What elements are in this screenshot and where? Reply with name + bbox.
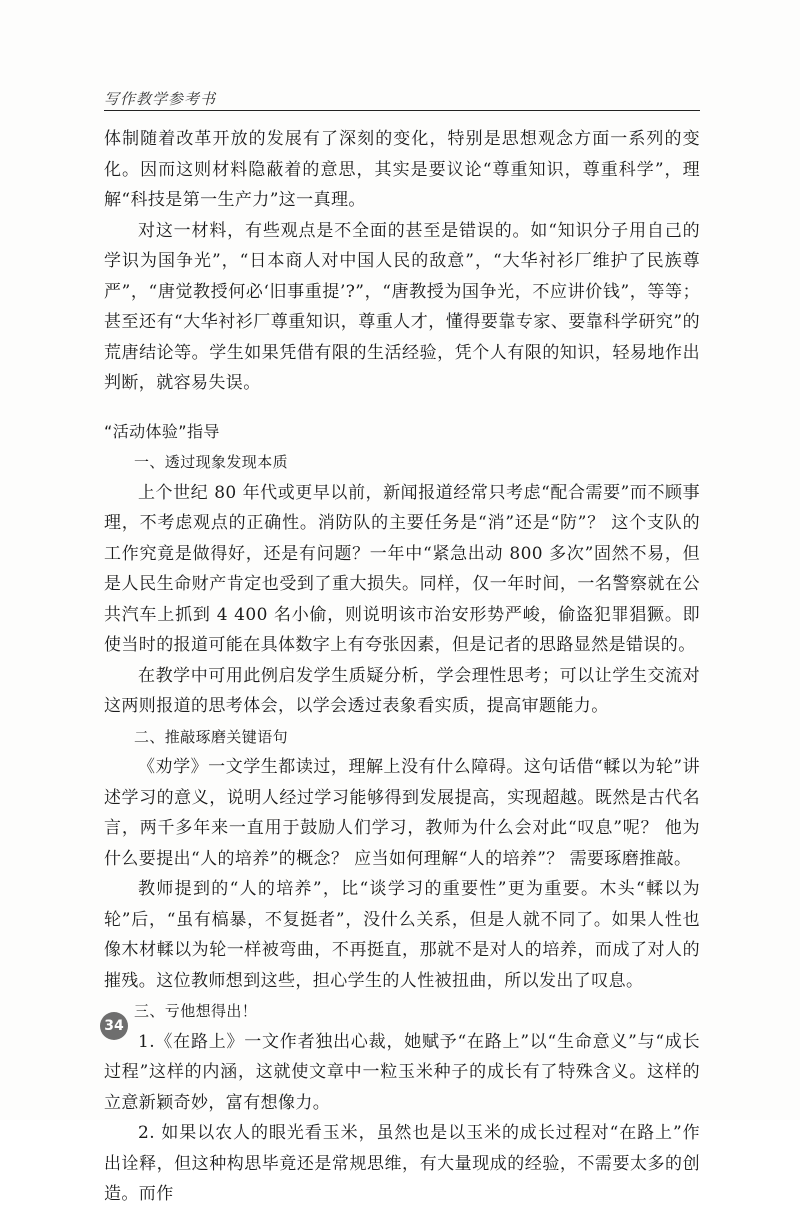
paragraph: 上个世纪 80 年代或更早以前，新闻报道经常只考虑“配合需要”而不顾事理，不考虑观点的正确性。消防队的主要任务是“消”还是“防”？ 这个支队的工作究竟是做得好，还是有问题？一年中“紧急出动 800 多次”固然不易，但是人民生命财产肯定也受到了重大损失。同样，仅一年时间，一名警察就在公共汽车上抓到 4 400 名小偷，则说明该市治安形势严峻，偷盗犯罪猖獗。即使当时的报道可能在具体数字上有夸张因素，但是记者的思路显然是错误的。 [104, 482, 700, 655]
running-header: 写作教学参考书 [104, 90, 217, 108]
paragraph: 教师提到的“人的培养”，比“谈学习的重要性”更为重要。木头“輮以为轮”后，“虽有槁暴，不复挺者”，没什么关系，但是人就不同了。如果人性也像木材輮以为轮一样被弯曲，不再挺直，那就不是对人的培养，而成了对人的摧残。这位教师想到这些，担心学生的人性被扭曲，所以发出了叹息。 [104, 879, 700, 991]
paragraph: 体制随着改革开放的发展有了深刻的变化，特别是思想观念方面一系列的变化。因而这则材料隐蔽着的意思，其实是要议论“尊重知识，尊重科学”，理解“科技是第一生产力”这一真理。 [104, 129, 700, 210]
sub-heading: 二、推敲琢磨关键语句 [134, 727, 289, 746]
paragraph: 《劝学》一文学生都读过，理解上没有什么障碍。这句话借“輮以为轮”讲述学习的意义，说明人经过学习能够得到发展提高，实现超越。既然是古代名言，两千多年来一直用于鼓励人们学习，教师为什么会对此“叹息”呢？ 他为什么要提出“人的培养”的概念？ 应当如何理解“人的培养”？ 需要琢磨推敲。 [104, 757, 700, 869]
sub-heading: 三、亏他想得出！ [134, 1002, 258, 1020]
paragraph: 在教学中可用此例启发学生质疑分析，学会理性思考；可以让学生交流对这两则报道的思考体会，以学会透过表象看实质，提高审题能力。 [104, 665, 700, 716]
header-divider [104, 110, 700, 111]
sub-heading: 一、透过现象发现本质 [134, 453, 289, 471]
section-heading: “活动体验”指导 [104, 421, 220, 441]
paragraph: 对这一材料，有些观点是不全面的甚至是错误的。如“知识分子用自己的学识为国争光”，“日本商人对中国人民的敌意”，“大华衬衫厂维护了民族尊严”，“唐觉教授何必‘旧事重提’?”，“唐教授为国争光，不应讲价钱”，等等；甚至还有“大华衬衫厂尊重知识，尊重人才，懂得要靠专家、要靠科学研究”的荒唐结论等。学生如果凭借有限的生活经验，凭个人有限的知识，轻易地作出判断，就容易失误。 [104, 220, 700, 393]
paragraph: 2. 如果以农人的眼光看玉米，虽然也是以玉米的成长过程对“在路上”作出诠释，但这种构思毕竟还是常规思维，有大量现成的经验，不需要太多的创造。而作 [104, 1123, 700, 1204]
page-number: 34 [100, 1012, 128, 1040]
paragraph: 1.《在路上》一文作者独出心裁，她赋予“在路上”以“生命意义”与“成长过程”这样的内涵，这就使文章中一粒玉米种子的成长有了特殊含义。这样的立意新颖奇妙，富有想像力。 [104, 1031, 700, 1113]
body-text [104, 124, 700, 1210]
